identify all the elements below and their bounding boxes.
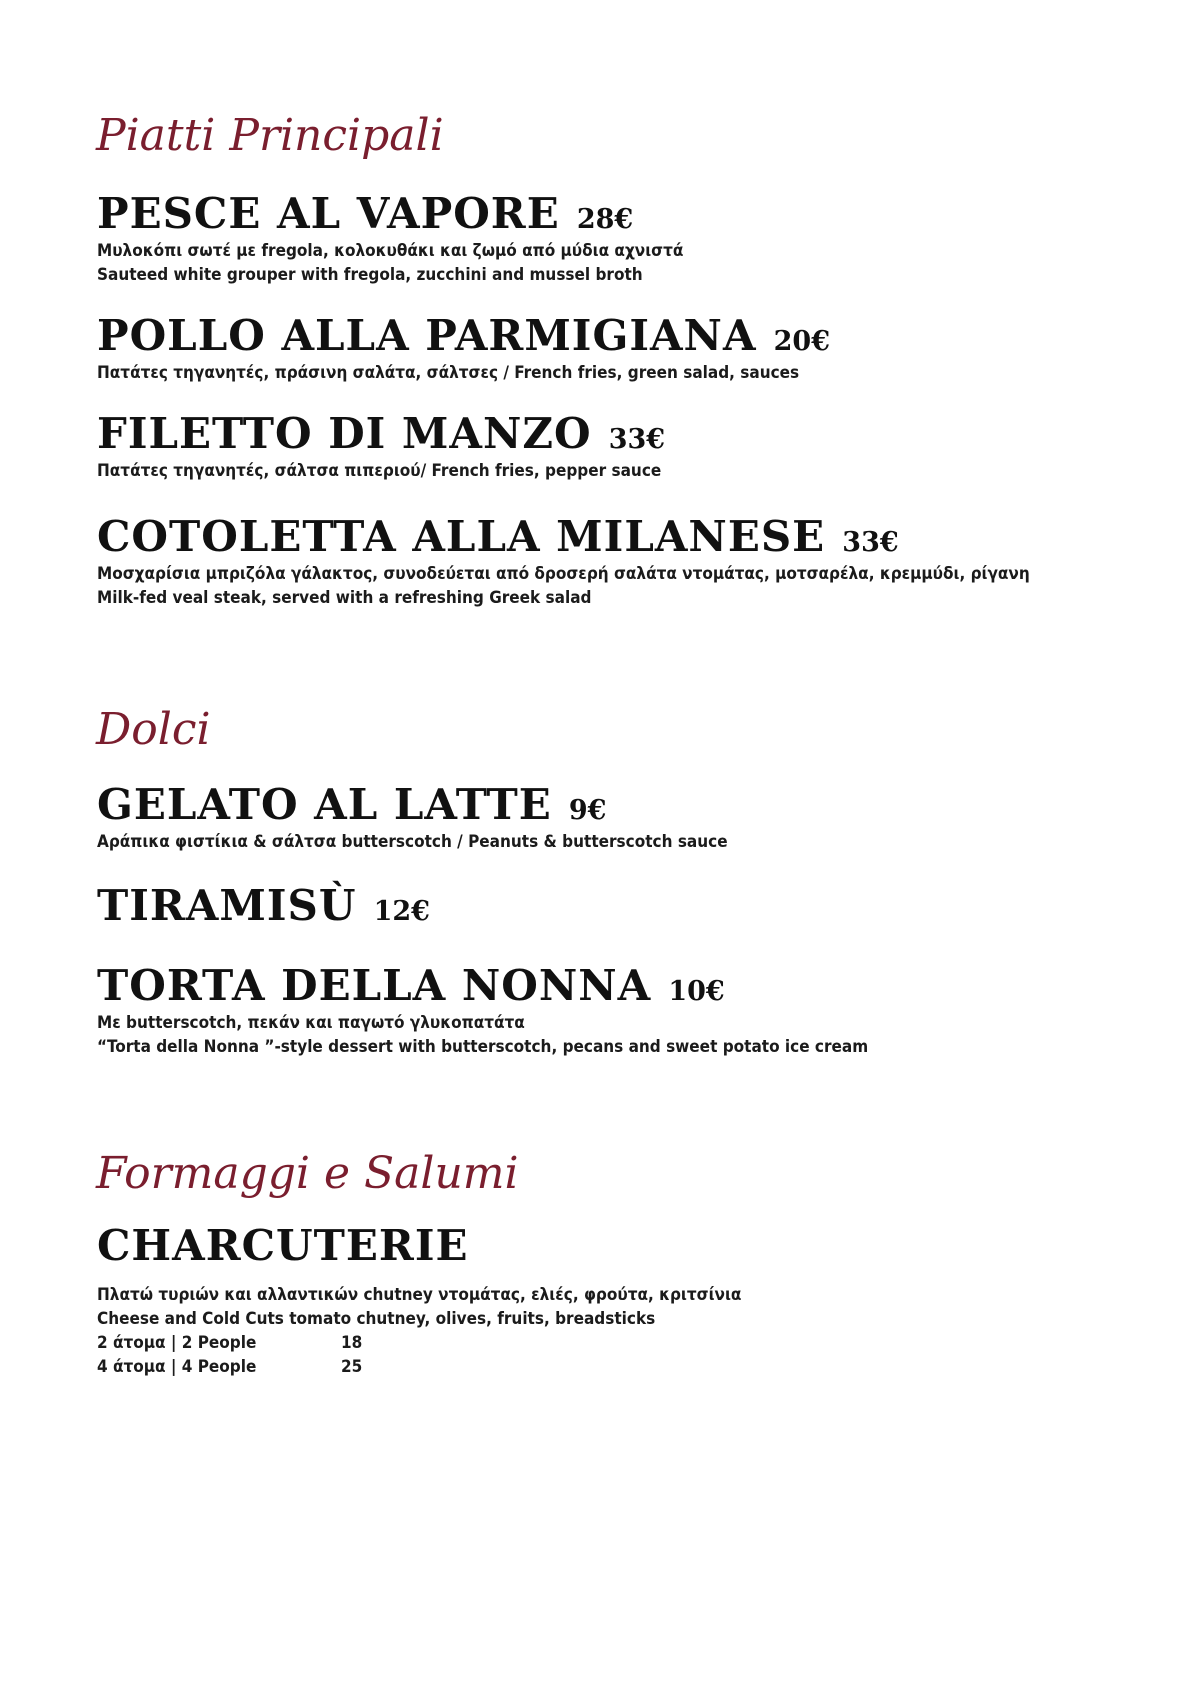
menu-item-pollo-alla-parmigiana — [97, 313, 830, 385]
menu-item-gelato-al-latte — [97, 782, 728, 854]
dish-description-greek: Πλατώ τυριών και αλλαντικών chutney ντομάτας, ελιές, φρούτα, κριτσίνια — [97, 1285, 742, 1305]
dish-description-english: Milk-fed veal steak, served with a refreshing Greek salad — [97, 588, 592, 608]
dish-description-greek: Μυλοκόπι σωτέ με fregola, κολοκυθάκι και ζωμό από μύδια αχνιστά — [97, 241, 684, 261]
portion-price: 18 — [341, 1333, 363, 1353]
section-title-cheese: Formaggi e Salumi — [96, 1148, 519, 1199]
menu-item-charcuterie — [97, 1223, 741, 1379]
portion-price: 25 — [341, 1357, 363, 1377]
section-title-desserts: Dolci — [96, 704, 211, 755]
menu-item-tiramisu — [97, 883, 430, 929]
portion-label: 4 άτομα | 4 People — [97, 1357, 257, 1377]
portion-row-4-people — [97, 1355, 741, 1379]
dish-name: PESCE AL VAPORE — [97, 189, 560, 238]
dish-price: 12€ — [373, 896, 430, 927]
dish-name: POLLO ALLA PARMIGIANA — [97, 311, 757, 360]
dish-name: GELATO AL LATTE — [97, 780, 552, 829]
menu-item-torta-della-nonna — [97, 963, 868, 1059]
dish-price: 9€ — [568, 795, 607, 826]
dish-description-english: “Torta della Nonna ”-style dessert with butterscotch, pecans and sweet potato ice cream — [97, 1037, 869, 1057]
dish-price: 20€ — [773, 326, 830, 357]
portion-row-2-people — [97, 1331, 741, 1355]
portion-label: 2 άτομα | 2 People — [97, 1333, 257, 1353]
dish-name: TIRAMISÙ — [97, 881, 357, 930]
dish-description-english: Cheese and Cold Cuts tomato chutney, olives, fruits, breadsticks — [97, 1309, 656, 1329]
dish-price: 33€ — [842, 527, 899, 558]
dish-description: Πατάτες τηγανητές, σάλτσα πιπεριού/ French fries, pepper sauce — [97, 461, 662, 481]
dish-name: TORTA DELLA NONNA — [97, 961, 652, 1010]
dish-description-greek: Με butterscotch, πεκάν και παγωτό γλυκοπατάτα — [97, 1013, 525, 1033]
dish-price: 10€ — [668, 976, 725, 1007]
dish-description-greek: Μοσχαρίσια μπριζόλα γάλακτος, συνοδεύεται από δροσερή σαλάτα ντομάτας, μοτσαρέλα, κρεμμύδι, ρίγανη — [97, 564, 1030, 584]
menu-item-pesce-al-vapore — [97, 191, 683, 287]
dish-description: Πατάτες τηγανητές, πράσινη σαλάτα, σάλτσες / French fries, green salad, sauces — [97, 363, 800, 383]
dish-description: Αράπικα φιστίκια & σάλτσα butterscotch / Peanuts & butterscotch sauce — [97, 832, 728, 852]
dish-price: 33€ — [608, 424, 666, 455]
dish-name: COTOLETTA ALLA MILANESE — [97, 512, 826, 561]
menu-item-cotoletta-alla-milanese — [97, 514, 1030, 610]
dish-description-english: Sauteed white grouper with fregola, zucchini and mussel broth — [97, 265, 643, 285]
menu-item-filetto-di-manzo — [97, 411, 665, 483]
section-title-mains: Piatti Principali — [96, 110, 444, 161]
dish-name: FILETTO DI MANZO — [97, 409, 592, 458]
dish-price: 28€ — [576, 204, 634, 235]
dish-name: CHARCUTERIE — [97, 1221, 469, 1270]
